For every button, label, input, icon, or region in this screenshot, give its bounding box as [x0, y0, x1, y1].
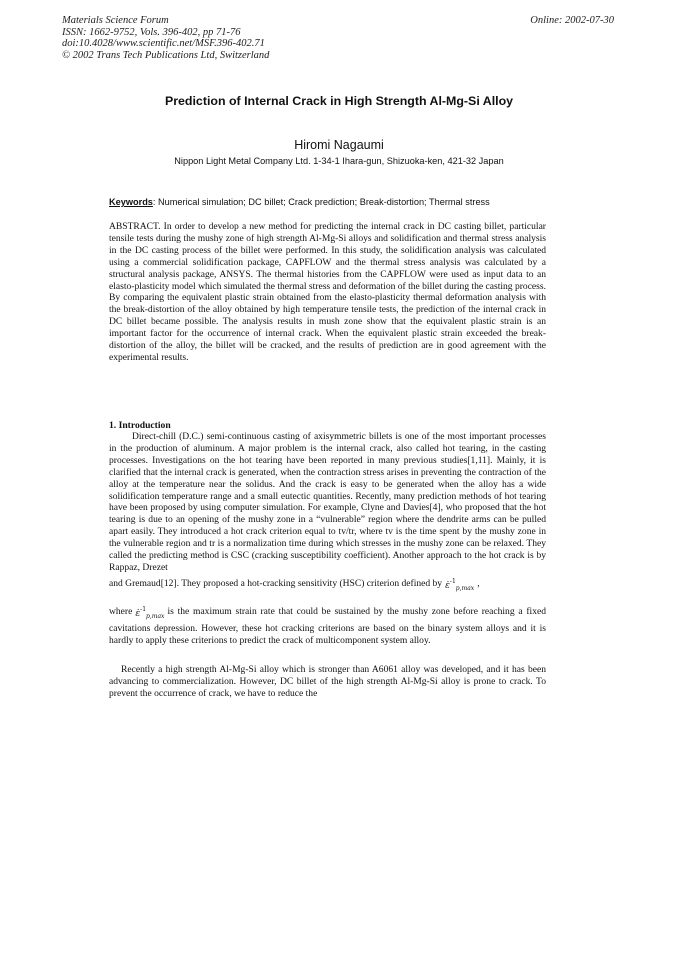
hsc-criterion-line: and Gremaud[12]. They proposed a hot-cracking sensitivity (HSC) criterion defined by ε̇$^{-1}_{p,max}$ , [109, 578, 480, 592]
abstract-paragraph [109, 221, 546, 364]
strain-rate-symbol: ε̇$^{-1}_{p,max}$ [445, 578, 475, 592]
introduction-text-3: Recently a high strength Al-Mg-Si alloy which is stronger than A6061 alloy was developed, and it has been advancing to commercialization. However, DC billet of the high strength Al-Mg-Si alloy is prone to crack. To prevent the occurrence of crack, we have to reduce the [109, 664, 546, 699]
introduction-paragraph-1 [109, 431, 546, 574]
keywords-line [109, 197, 569, 207]
where-text: where [109, 606, 133, 617]
keywords-text: : Numerical simulation; DC billet; Crack prediction; Break-distortion; Thermal stress [152, 197, 490, 207]
doi-line[interactable]: doi:10.4028/www.scientific.net/MSF.396-402.71 [62, 38, 265, 50]
abstract-text: ABSTRACT. In order to develop a new method for predicting the internal crack in DC casting billet, particular tensile tests during the mushy zone of high strength Al-Mg-Si alloys and solidification and thermal stress analysis in the DC casting process of the billet were performed. In this study, the solidification analysis was calculated using a commercial solidification package, CAPFLOW and the thermal stress analysis was calculated by a structural analysis package, ANSYS. The thermal histories from the CAPFLOW were used as input data to an elasto-plasticity model which simulated the thermal stress and deformation of the billet during the casting process. By comparing the equivalent plastic strain obtained from the elasto-plasticity thermal deformation analysis with the break-distortion of the alloy obtained by high temperature tensile tests, the prediction of the internal crack in DC billet became possible. The analysis results in mush zone show that the equivalent plastic strain is an important factor for the occurrence of internal crack. When the equivalent plastic strain exceeded the break-distortion of the alloy, the billet will be cracked, and the results of prediction are in good agreement with the experimental results. [109, 221, 546, 363]
introduction-paragraph-2 [109, 604, 546, 647]
online-date: Online: 2002-07-30 [530, 15, 614, 26]
section-heading-introduction: 1. Introduction [109, 420, 171, 431]
strain-rate-symbol-2: ε̇$^{-1}_{p,max}$ [135, 606, 165, 620]
introduction-text-2: is the maximum strain rate that could be sustained by the mushy zone before reaching a fixed cavitations depression. However, these hot cracking criterions are based on the binary system alloys and it is hardly to apply these criterions to predict the crack of multicomponent system alloy. [109, 606, 546, 646]
introduction-paragraph-3 [109, 664, 546, 700]
journal-name: Materials Science Forum [62, 15, 169, 26]
author-name: Hiromi Nagaumi [294, 138, 384, 152]
journal-header [62, 15, 269, 61]
keywords-label: Keywords [109, 197, 153, 207]
copyright-line: © 2002 Trans Tech Publications Ltd, Switzerland [62, 49, 270, 61]
paper-title: Prediction of Internal Crack in High Strength Al-Mg-Si Alloy [164, 94, 514, 108]
introduction-text-1: Direct-chill (D.C.) semi-continuous casting of axisymmetric billets is one of the most important processes in the production of aluminum. A major problem is the internal crack, also called hot tearing, in the casting processes. Investigations on the hot tearing have been reported in many previous studies[1,11]. Mainly, it is clarified that the internal crack is generated, when the contraction stress arises in preventing the contraction of the alloy at the temperature near the solidus. And the crack is easy to be generated when the alloy has a wide solidification temperature range and a small eutectic quantities. Recently, many prediction methods of hot tearing have been proposed by using computer simulation. For example, Clyne and Davies[4], who proposed that the hot tearing is due to an opening of the mushy zone in a “vulnerable” region where the dendrite arms can be pulled apart easily. They introduced a hot crack criterion equal to tv/tr, where tv is the time spent by the mushy zone in the vulnerable region and tr is a normalization time during which stresses in the mushy zone can be relaxed. They called the predicting method is CSC (cracking susceptibility coefficient). Another approach to the hot crack is by Rappaz, Drezet [109, 431, 546, 573]
hsc-text: and Gremaud[12]. They proposed a hot-cracking sensitivity (HSC) criterion defined by [109, 578, 443, 589]
affiliation: Nippon Light Metal Company Ltd. 1-34-1 Ihara-gun, Shizuoka-ken, 421-32 Japan [174, 156, 504, 166]
issn-line: ISSN: 1662-9752, Vols. 396-402, pp 71-76 [62, 26, 241, 38]
